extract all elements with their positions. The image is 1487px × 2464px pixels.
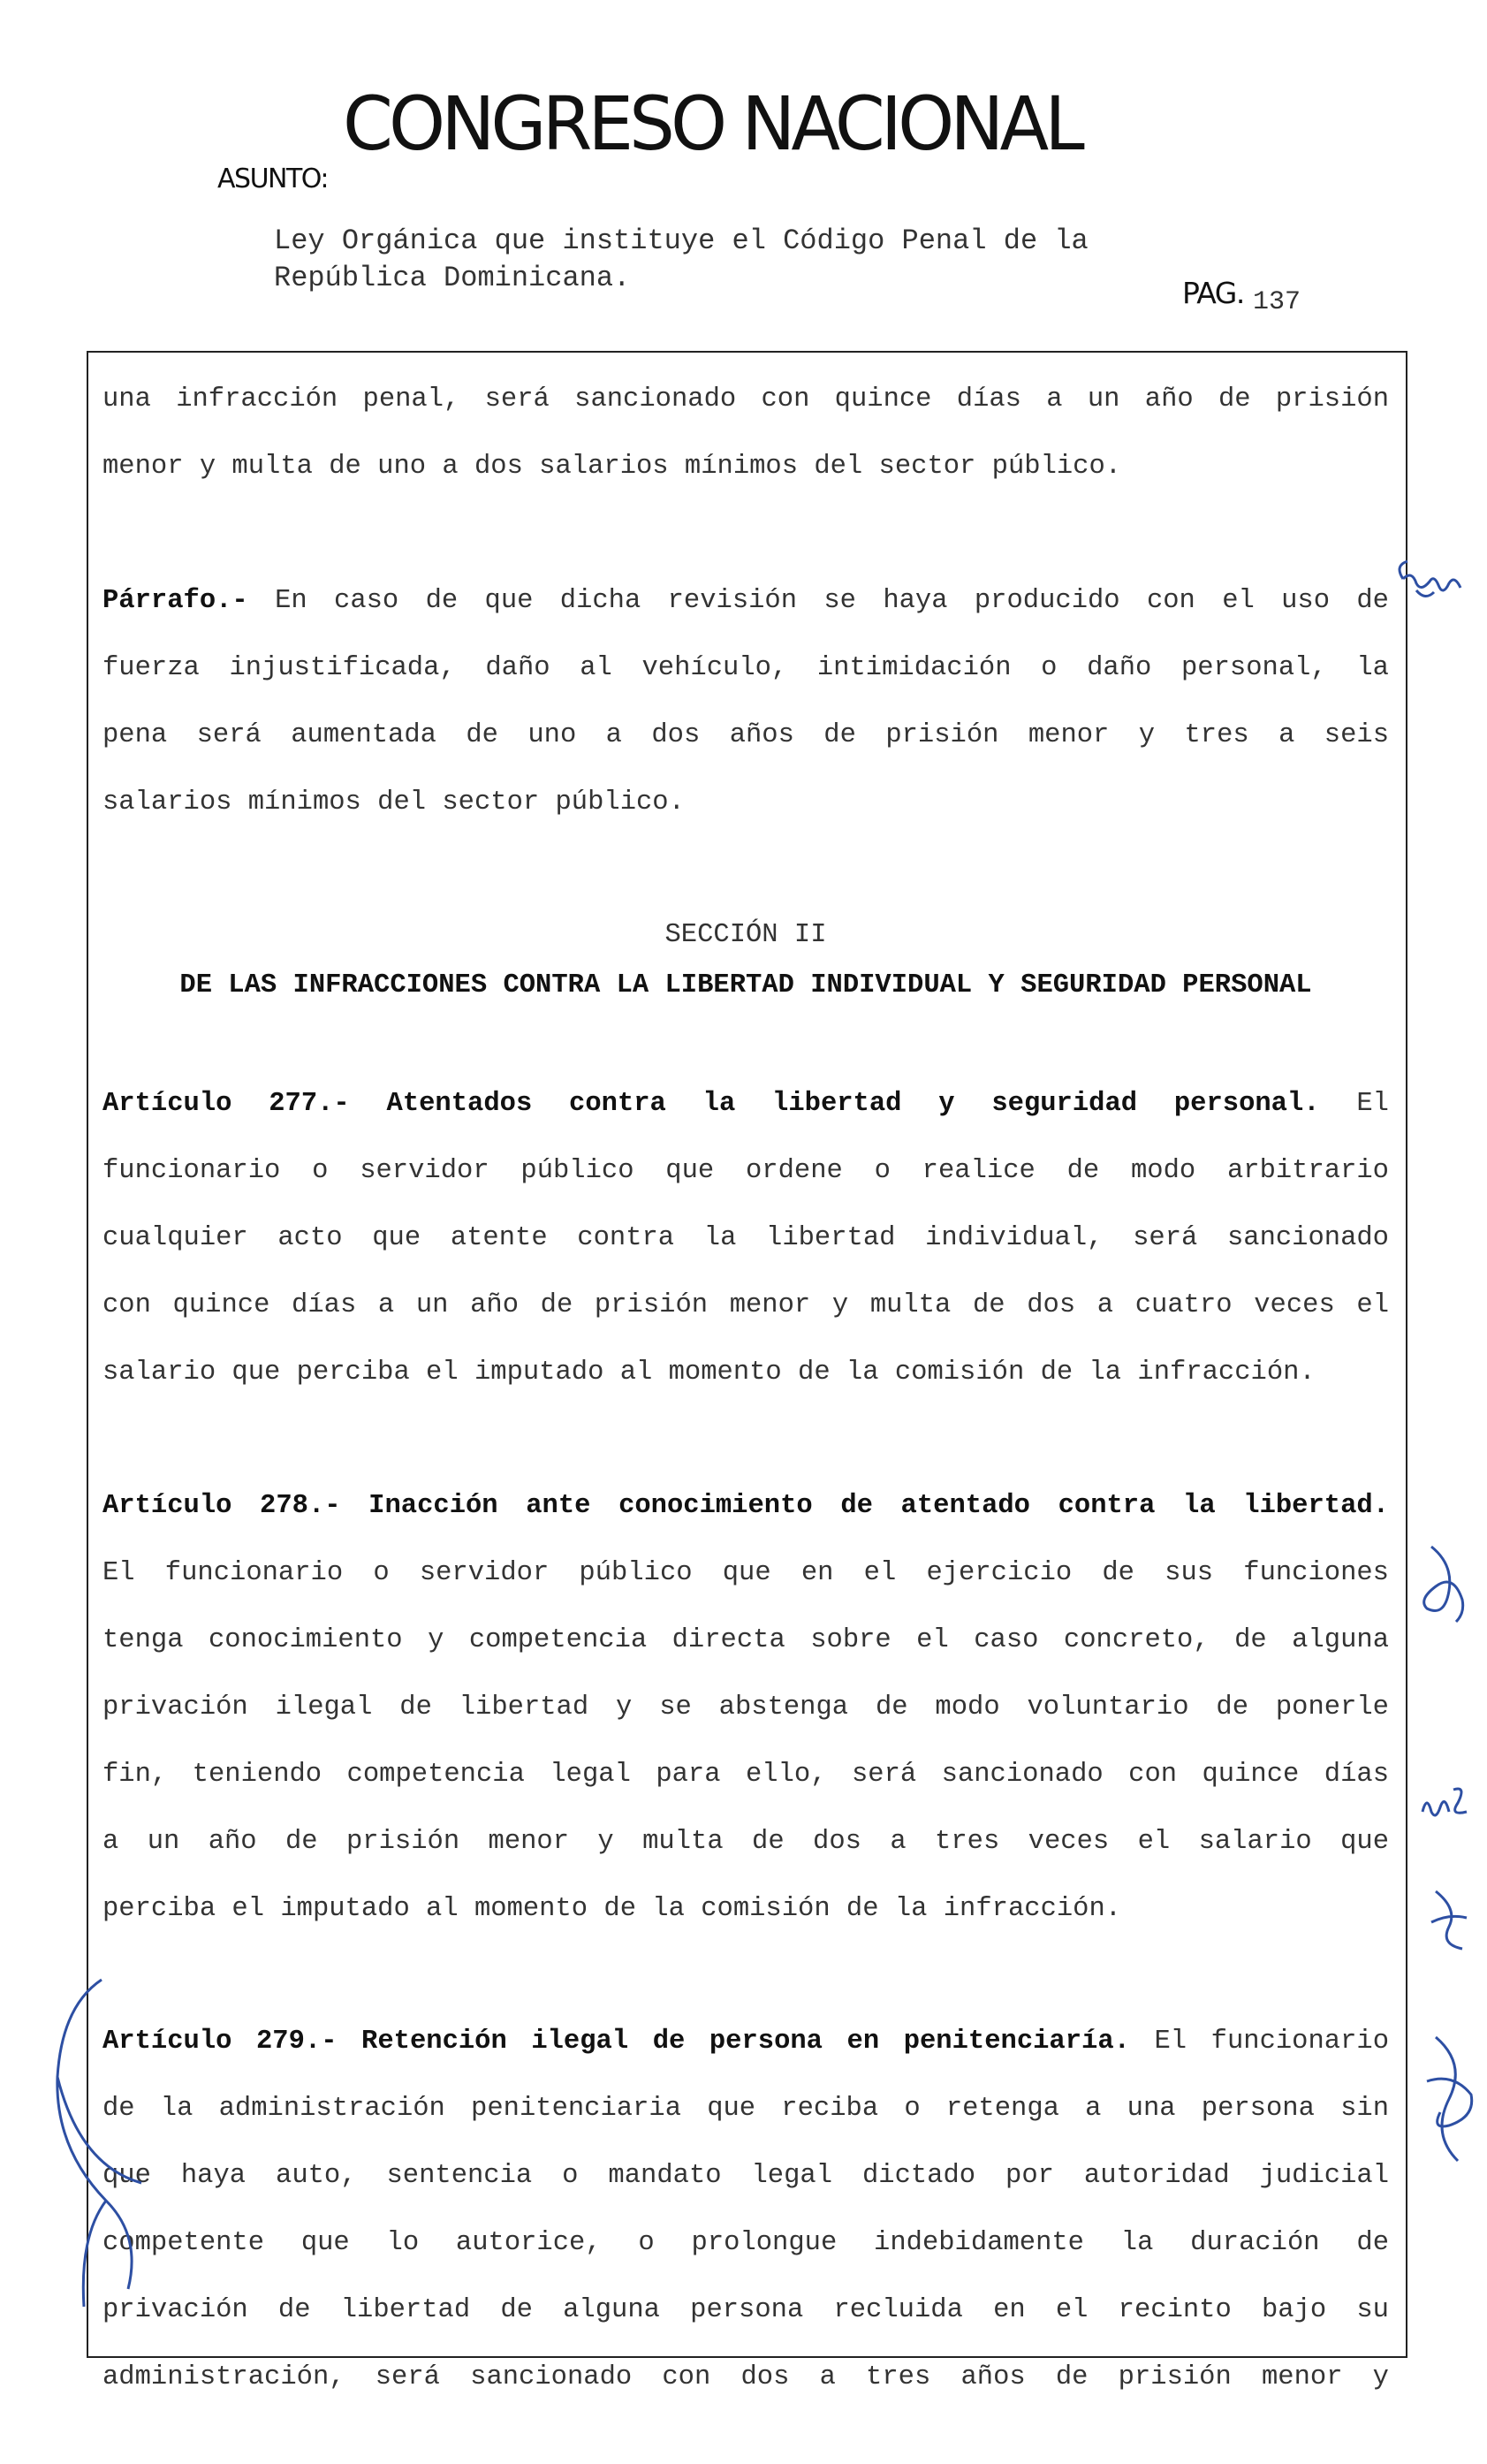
text-line: privación ilegal de libertad y se abstenga de modo voluntario de ponerle [102, 1692, 1389, 1723]
text-line: El funcionario o servidor público que en el ejercicio de sus funciones [102, 1558, 1389, 1588]
text-line: tenga conocimiento y competencia directa sobre el caso concreto, de alguna [102, 1625, 1389, 1655]
paragraph-label: Párrafo.- [102, 586, 248, 616]
subject-text [274, 223, 1089, 297]
margin-initials-2 [1418, 1772, 1480, 1834]
margin-signature-2 [1414, 2028, 1484, 2170]
text-line: con quince días a un año de prisión menor y multa de dos a cuatro veces el [102, 1290, 1389, 1320]
text-line: fuerza injustificada, daño al vehículo, intimidación o daño personal, la [102, 653, 1389, 683]
text-line: una infracción penal, será sancionado con quince días a un año de prisión [102, 384, 1389, 414]
article-277-heading: Artículo 277.- Atentados contra la libertad y seguridad personal. [102, 1089, 1320, 1119]
margin-signature-3 [44, 1971, 159, 2324]
article-278-line [102, 1487, 1389, 1525]
section-title: SECCIÓN II [664, 920, 827, 950]
section-subtitle: DE LAS INFRACCIONES CONTRA LA LIBERTAD INDIVIDUAL Y SEGURIDAD PERSONAL [179, 970, 1312, 1000]
subject-line: Ley Orgánica que instituye el Código Penal de la [274, 224, 1089, 257]
text-line: perciba el imputado al momento de la comisión de la infracción. [102, 1894, 1122, 1924]
text-line: administración, será sancionado con dos a tres años de prisión menor y [102, 2362, 1389, 2392]
article-278-heading: Artículo 278.- Inacción ante conocimiento de atentado contra la libertad. [102, 1491, 1389, 1521]
margin-initials-3 [1423, 1878, 1476, 1958]
text-line: funcionario o servidor público que ordene o realice de modo arbitrario [102, 1156, 1389, 1186]
text-line: fin, teniendo competencia legal para ello, será sancionado con quince días [102, 1760, 1389, 1790]
text-line: salarios mínimos del sector público. [102, 787, 685, 818]
text-line: menor y multa de uno a dos salarios mínimos del sector público. [102, 452, 1122, 482]
page-number: 137 [1253, 287, 1301, 317]
text-line: salario que perciba el imputado al momento de la comisión de la infracción. [102, 1357, 1316, 1388]
text-line: a un año de prisión menor y multa de dos a tres veces el salario que [102, 1827, 1389, 1857]
text-line: que haya auto, sentencia o mandato legal dictado por autoridad judicial [102, 2161, 1389, 2191]
article-279-heading: Artículo 279.- Retención ilegal de persona en penitenciaría. [102, 2027, 1130, 2057]
margin-signature-1 [1414, 1538, 1476, 1626]
article-277-line: Artículo 277.- Atentados contra la libertad y seguridad personal. El [102, 1089, 1389, 1119]
margin-initials-1 [1385, 548, 1474, 619]
paragraph-line: Párrafo.- En caso de que dicha revisión se haya producido con el uso de [102, 586, 1389, 616]
page-label: PAG. [1182, 276, 1244, 310]
subject-line: República Dominicana. [274, 262, 631, 294]
asunto-label: ASUNTO: [217, 164, 328, 194]
article-279-line: Artículo 279.- Retención ilegal de persona en penitenciaría. El funcionario [102, 2027, 1389, 2057]
text-line: competente que lo autorice, o prolongue indebidamente la duración de [102, 2228, 1389, 2258]
text-line: de la administración penitenciaria que reciba o retenga a una persona sin [102, 2094, 1389, 2124]
letterhead-title: CONGRESO NACIONAL [343, 80, 1081, 167]
text-line: cualquier acto que atente contra la libertad individual, será sancionado [102, 1223, 1389, 1253]
text-line: privación de libertad de alguna persona recluida en el recinto bajo su [102, 2295, 1389, 2325]
text-line: pena será aumentada de uno a dos años de prisión menor y tres a seis [102, 720, 1389, 750]
